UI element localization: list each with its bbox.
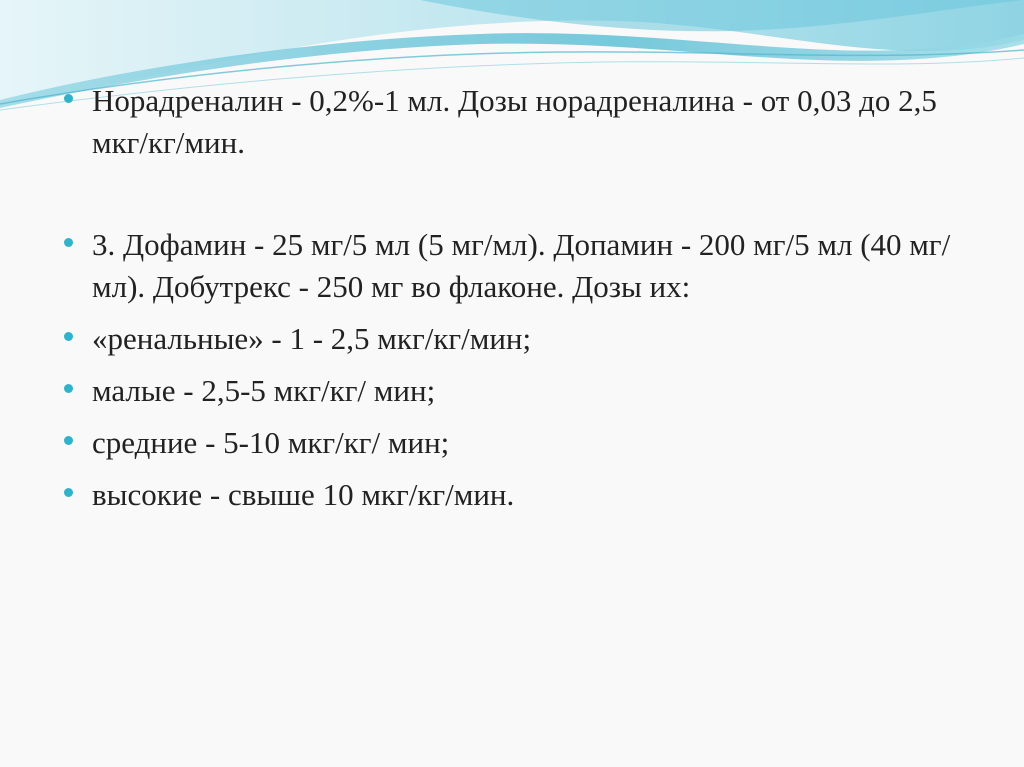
list-item	[64, 224, 964, 308]
list-item-text: средние - 5-10 мкг/кг/ мин;	[92, 425, 450, 460]
list-item-text: 3. Дофамин - 25 мг/5 мл (5 мг/мл). Допамин - 200 мг/5 мл (40 мг/мл). Добутрекс - 250 мг во флаконе. Дозы их:	[92, 227, 951, 304]
list-item	[64, 80, 964, 164]
bullet-list	[64, 80, 964, 516]
list-item	[64, 474, 964, 516]
list-item	[64, 422, 964, 464]
list-item-text: Норадреналин - 0,2%-1 мл. Дозы норадреналина - от 0,03 до 2,5 мкг/кг/мин.	[92, 83, 937, 160]
bullet-icon	[64, 236, 74, 250]
list-item-text: высокие - свыше 10 мкг/кг/мин.	[92, 477, 515, 512]
bullet-icon	[64, 92, 74, 106]
list-item-text: «ренальные» - 1 - 2,5 мкг/кг/мин;	[92, 321, 532, 356]
bullet-icon	[64, 382, 74, 396]
bullet-icon	[64, 434, 74, 448]
list-item-text: малые - 2,5-5 мкг/кг/ мин;	[92, 373, 436, 408]
bullet-icon	[64, 330, 74, 344]
bullet-icon	[64, 486, 74, 500]
list-item	[64, 370, 964, 412]
list-item	[64, 318, 964, 360]
